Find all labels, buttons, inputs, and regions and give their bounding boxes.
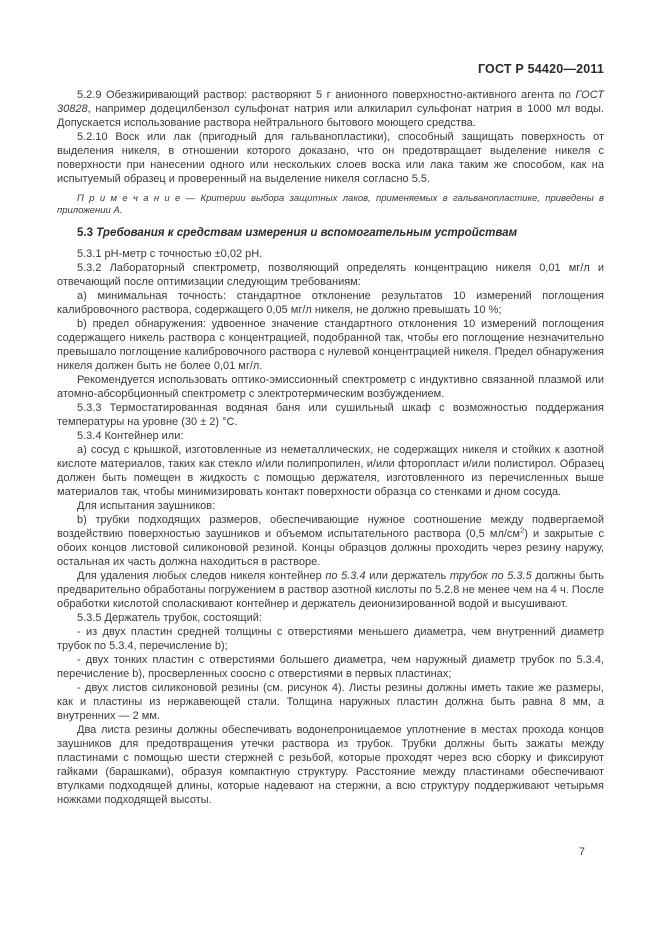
text-run: - из двух пластин средней толщины с отверстиями меньшего диаметра, чем внутренний диаметр трубок по 5.3.4, перечисление b);: [57, 626, 604, 652]
body-paragraph: [57, 401, 604, 429]
text-run: 5.3.3 Термостатированная водяная баня или сушильный шкаф с возможностью поддержания температуры на уровне (30 ± 2) °С.: [57, 402, 604, 428]
text-run: b) трубки подходящих размеров, обеспечивающие нужное соотношение между подвергаемой воздействию поверхностью заушников и объемом испытательного раствора (0,5 мл/см: [57, 514, 604, 540]
body-paragraph: [57, 569, 604, 611]
text-run: 5.3: [77, 227, 97, 239]
body-paragraph: [57, 317, 604, 373]
note-paragraph: [57, 193, 604, 217]
body-paragraph: [57, 429, 604, 443]
text-run: - двух тонких пластин с отверстиями большего диаметра, чем наружный диаметр трубок по 5.3.4, перечисление b), просверленных соосно с отверстиями в первых пластинах;: [57, 654, 604, 680]
text-run: П р и м е ч а н и е — Критерии выбора защитных лаков, применяемых в гальванопластике, приведены в приложении А.: [57, 193, 604, 216]
text-run: ГОСТ 30828: [57, 89, 604, 115]
text-run: Требования к средствам измерения и вспомогательным устройствам: [96, 227, 518, 239]
page-header: [57, 62, 604, 76]
text-run: b) предел обнаружения: удвоенное значение стандартного отклонения 10 измерений поглощения содержащего никель раствора с концентрацией, подобранной так, чтобы его поглощение незначительно превышало поглощение калибровочного раствора с нулевой концентрацией никеля. Предел обнаружения никеля должен быть не более 0,01 мг/л.: [57, 318, 604, 372]
page-number: 7: [578, 846, 585, 858]
text-run: или держатель: [365, 570, 450, 582]
text-run: 2: [520, 525, 525, 535]
body-paragraph: [57, 88, 604, 130]
text-run: Для удаления любых следов никеля контейнер: [77, 570, 326, 582]
body-paragraph: [57, 611, 604, 625]
text-run: 5.2.10 Воск или лак (пригодный для гальванопластики), способный защищать поверхность от выделения никеля, в отношении которого доказано, что он предотвращает выделение никеля с поверхности при нанесении одного или нескольких слоев воска или лака таким же способом, как на испытуемый образец и проверенный на выделение никеля согласно 5.5.: [57, 131, 604, 185]
body-paragraph: [57, 625, 604, 653]
body-paragraph: [57, 681, 604, 723]
body-paragraph: [57, 289, 604, 317]
body-paragraph: [57, 653, 604, 681]
body-paragraph: [57, 261, 604, 289]
document-content: [57, 88, 604, 807]
text-run: Для испытания заушников:: [77, 500, 216, 512]
text-run: 5.3.1 pH-метр с точностью ±0,02 pH.: [77, 248, 263, 260]
page-footer: [579, 846, 585, 858]
document-code: ГОСТ Р 54420—2011: [477, 62, 604, 76]
body-paragraph: [57, 130, 604, 186]
text-run: должны быть предварительно обработаны погружением в раствор азотной кислоты по 5.2.8 не менее чем на 4 ч. После обработки кислотой споласкивают контейнер и держатель деионизированной водой и высушивают.: [57, 570, 604, 610]
body-paragraph: [57, 723, 604, 807]
text-run: Рекомендуется использовать оптико-эмиссионный спектрометр с индуктивно связанной плазмой или атомно-абсорбционный спектрометр с электротермическим возбуждением.: [57, 374, 604, 400]
section-heading: [57, 226, 604, 240]
text-run: по 5.3.4: [325, 570, 366, 582]
body-paragraph: [57, 513, 604, 569]
text-run: ) и закрытые с обоих концов листовой силиконовой резиной. Концы образцов должны проходить через резину наружу, остальная их часть должна находиться в растворе.: [57, 528, 604, 568]
body-paragraph: [57, 443, 604, 499]
body-paragraph: [57, 247, 604, 261]
text-run: 5.3.2 Лабораторный спектрометр, позволяющий определять концентрацию никеля 0,01 мг/л и отвечающий после оптимизации следующим требованиям:: [57, 262, 604, 288]
body-paragraph: [57, 373, 604, 401]
text-run: a) минимальная точность: стандартное отклонение результатов 10 измерений поглощения калибровочного раствора, содержащего 0,05 мг/л никеля, не должно превышать 10 %;: [57, 290, 604, 316]
text-run: Два листа резины должны обеспечивать водонепроницаемое уплотнение в местах прохода концов заушников для предотвращения утечки раствора из трубок. Трубки должны быть зажаты между пластинами с помощью шести стержней с резьбой, которые проходят через всю сборку и фиксируют гайками (барашками), образуя компактную структуру. Расстояние между пластинами обеспечивают втулками подходящей длины, которые надевают на стержни, а всю структуру поддерживают четырьмя ножками подходящей высоты.: [57, 724, 604, 806]
text-run: a) сосуд с крышкой, изготовленные из неметаллических, не содержащих никеля и стойких к азотной кислоте материалов, таких как стекло и/или полипропилен, и/или фторопласт и/или полистирол. Образец должен быть помещен в жидкость с помощью держателя, изготовленного из перечисленных выше материалов так, чтобы минимизировать контакт поверхности образца со стенками и дном сосуда.: [57, 444, 604, 498]
text-run: - двух листов силиконовой резины (см. рисунок 4). Листы резины должны иметь такие же размеры, как и пластины из нержавеющей стали. Толщина наружных пластин должна быть равна 8 мм, а внутренних — 2 мм.: [57, 682, 604, 722]
text-run: трубок по 5.3.5: [449, 570, 532, 582]
body-paragraph: [57, 499, 604, 513]
text-run: 5.3.4 Контейнер или:: [77, 430, 184, 442]
text-run: 5.3.5 Держатель трубок, состоящий:: [77, 612, 262, 624]
text-run: 5.2.9 Обезжиривающий раствор: растворяют 5 г анионного поверхностно-активного агента по: [77, 89, 576, 101]
text-run: , например додецилбензол сульфонат натрия или алкиларил сульфонат натрия в 1000 мл воды. Допускается использование раствора нейтрального бытового моющего средства.: [57, 103, 604, 129]
